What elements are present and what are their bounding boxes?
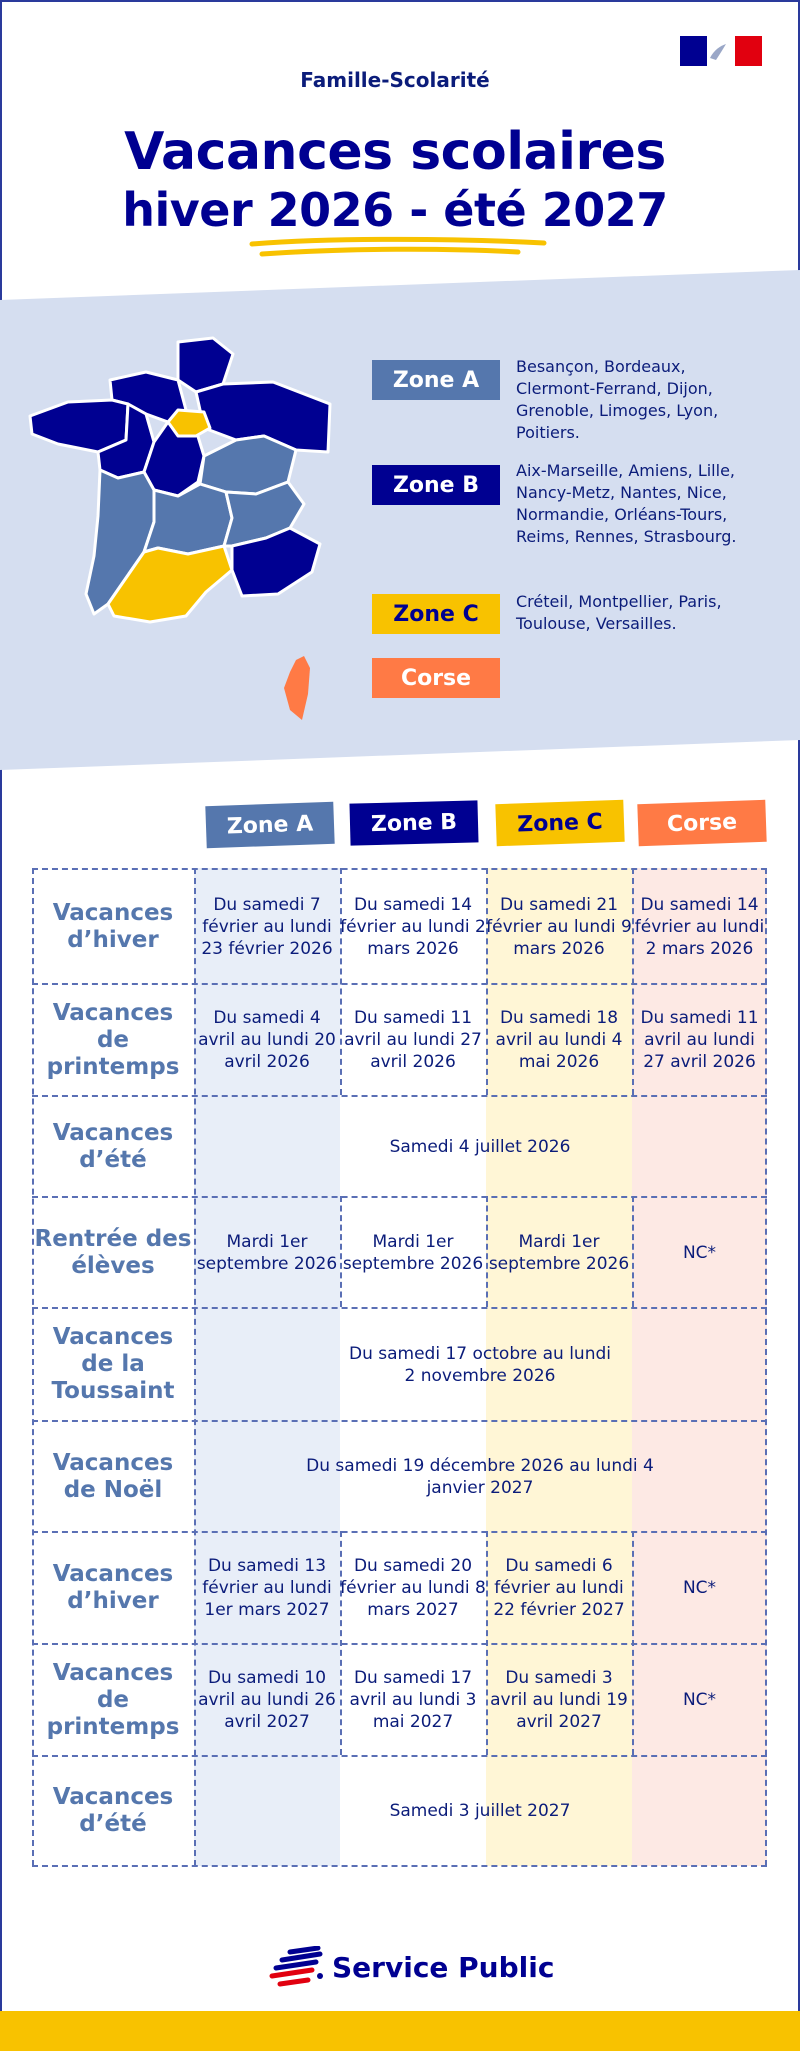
legend-corse: Corse [372,658,500,698]
cell-back-to-school-zone-b: Mardi 1er septembre 2026 [342,1231,484,1274]
row-label-toussaint: Vacances de la Toussaint [51,1324,175,1404]
cell-winter-2026-zone-a: Du samedi 7 février au lundi 23 février 2026 [201,894,333,959]
legend-zone-b: Zone B [372,465,500,505]
cell-back-to-school-zone-c: Mardi 1er septembre 2026 [488,1231,630,1274]
cell-spring-2027-zone-b: Du samedi 17 avril au lundi 3 mai 2027 [349,1668,477,1732]
map-region-paris [168,410,210,436]
cell-winter-2027-corse: NC* [682,1578,717,1598]
map-region-auvergne [144,484,232,554]
legend-zone-c: Zone C [372,594,500,634]
cell-spring-2027-zone-a: Du samedi 10 avril au lundi 26 avril 2027 [198,1668,336,1732]
row-label-winter-2026: Vacances d’hiver [52,899,174,953]
cell-spring-2026-corse: Du samedi 11 avril au lundi 27 avril 2026 [640,1008,759,1072]
legend-zone-c-cities: Créteil, Montpellier, Paris, Toulouse, Versailles. [516,592,722,633]
legend-zone-a: Zone A [372,360,500,400]
footer-brand: Service Public [332,1951,555,1984]
cell-winter-2027-zone-b: Du samedi 20 février au lundi 8 mars 2027 [340,1556,486,1620]
cell-spring-2027-corse: NC* [682,1690,717,1710]
cell-spring-2026-zone-a: Du samedi 4 avril au lundi 20 avril 2026 [198,1008,336,1072]
service-public-logo-icon [268,1946,324,1992]
row-label-spring-2026: Vacances de printemps [46,999,180,1080]
cell-winter-2027-zone-a: Du samedi 13 février au lundi 1er mars 2027 [202,1556,332,1620]
row-divider [32,1865,767,1867]
map-region-corse [284,656,310,720]
cell-back-to-school-corse: NC* [682,1242,717,1263]
legend-zone-a-cities: Besançon, Bordeaux, Clermont-Ferrand, Dijon, Grenoble, Limoges, Lyon, Poitiers. [516,357,719,442]
column-header-zone-b: Zone B [349,800,478,845]
cell-summer-2027-all: Samedi 3 juillet 2027 [389,1801,571,1821]
cell-summer-2026-all: Samedi 4 juillet 2026 [389,1136,571,1157]
cell-winter-2026-zone-b: Du samedi 14 février au lundi 2 mars 2026 [340,894,486,959]
row-label-summer-2026: Vacances d’été [52,1119,174,1173]
cell-spring-2026-zone-b: Du samedi 11 avril au lundi 27 avril 2026 [344,1008,482,1072]
cell-spring-2027-zone-c: Du samedi 3 avril au lundi 19 avril 2027 [490,1668,628,1732]
cell-toussaint-all: Du samedi 17 octobre au lundi 2 novembre 2026 [349,1343,611,1386]
cell-winter-2026-corse: Du samedi 14 février au lundi 2 mars 2026 [634,894,765,959]
title-underline-decoration [248,236,548,260]
cell-spring-2026-zone-c: Du samedi 18 avril au lundi 4 mai 2026 [495,1008,623,1072]
column-header-corse: Corse [637,800,766,846]
row-label-spring-2027: Vacances de printemps [46,1659,180,1740]
page-subtitle: hiver 2026 - été 2027 [122,183,668,237]
column-header-zone-a: Zone A [205,802,334,848]
row-label-winter-2027: Vacances d’hiver [52,1561,174,1614]
legend-zone-b-cities: Aix-Marseille, Amiens, Lille, Nancy-Metz, Nantes, Nice, Normandie, Orléans-Tours, Reims, Rennes, Strasbourg. [516,461,737,546]
cell-back-to-school-zone-a: Mardi 1er septembre 2026 [196,1231,338,1274]
row-label-back-to-school: Rentrée des élèves [34,1225,192,1279]
france-zones-map [28,332,358,724]
category-label: Famille-Scolarité [300,68,490,92]
column-header-zone-c: Zone C [495,800,624,846]
marianne-flag-icon [680,36,762,66]
cell-christmas-all: Du samedi 19 décembre 2026 au lundi 4 janvier 2027 [306,1455,654,1498]
cell-winter-2027-zone-c: Du samedi 6 février au lundi 22 février 2027 [493,1556,625,1620]
row-label-summer-2027: Vacances d’été [52,1784,174,1837]
footer-bar [0,2011,800,2051]
row-label-christmas: Vacances de Noël [52,1449,174,1503]
page-title: Vacances scolaires [124,122,666,182]
cell-winter-2026-zone-c: Du samedi 21 février au lundi 9 mars 2026 [486,894,632,959]
